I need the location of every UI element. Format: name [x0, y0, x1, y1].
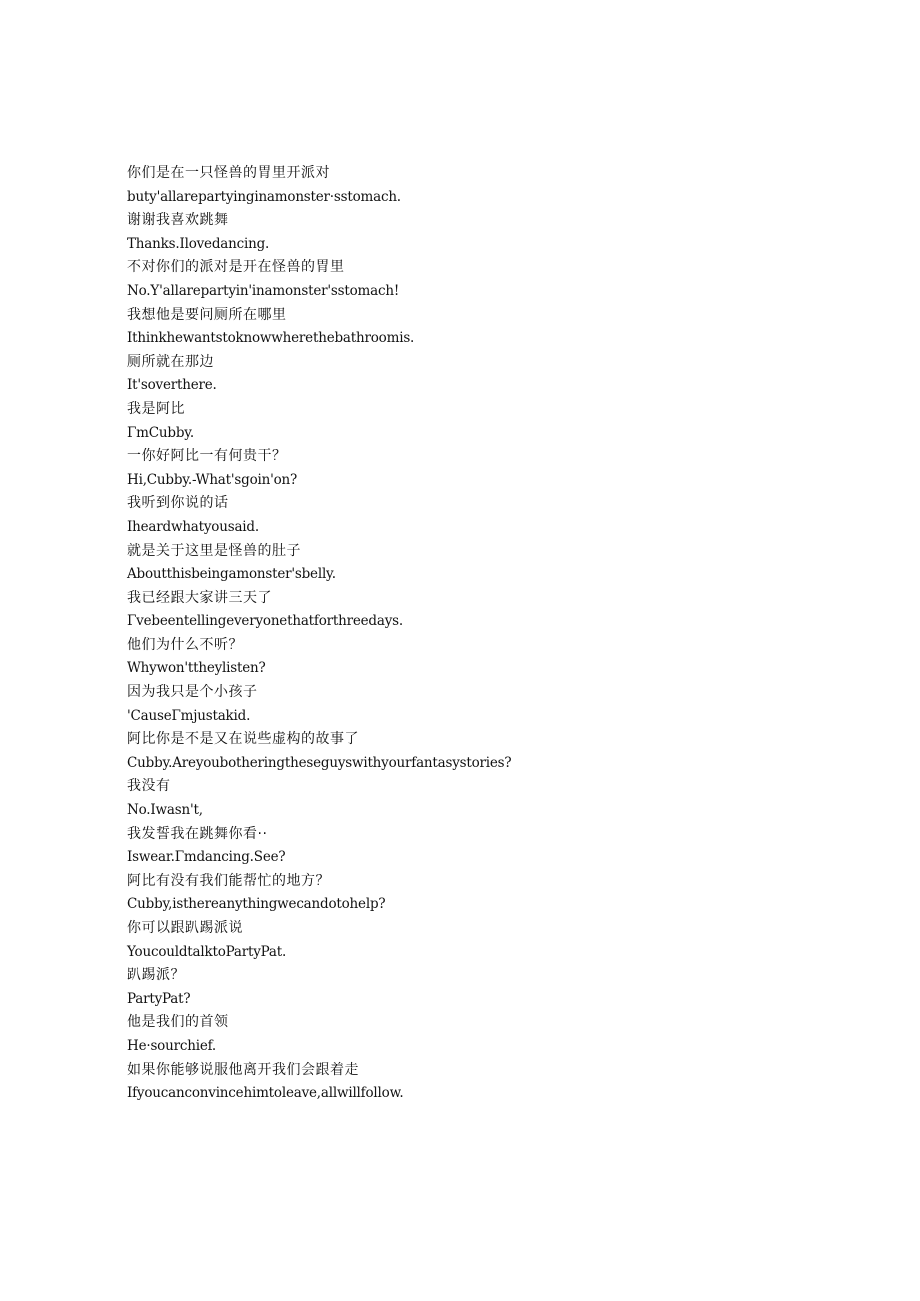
subtitle-line-chinese: 我想他是要问厕所在哪里 — [127, 306, 287, 323]
subtitle-line-chinese: 我没有 — [127, 778, 171, 795]
subtitle-line-chinese: 一你好阿比一有何贵干？ — [127, 448, 287, 465]
subtitle-line-chinese: 谢谢我喜欢跳舞 — [127, 212, 229, 229]
subtitle-line-english: buty'allarepartyinginamonster·sstomach. — [127, 188, 401, 205]
subtitle-line-chinese: 我听到你说的话 — [127, 495, 229, 512]
subtitle-line-chinese: 他们为什么不听？ — [127, 636, 243, 653]
subtitle-line-english: Ithinkhewantstoknowwherethebathroomis. — [127, 330, 415, 347]
subtitle-line-english: 'CauseΓmjustakid. — [127, 707, 251, 724]
document-page — [127, 162, 887, 1106]
subtitle-line-english: Hi,Cubby.-What'sgoin'on? — [127, 471, 298, 488]
subtitle-line-english: Ifyoucanconvincehimtoleave,allwillfollow. — [127, 1085, 404, 1102]
subtitle-line-english: Thanks.Ilovedancing. — [127, 235, 270, 252]
subtitle-line-chinese: 不对你们的派对是开在怪兽的胃里 — [127, 259, 345, 276]
subtitle-line-chinese: 我是阿比 — [127, 400, 185, 417]
subtitle-line-english: No.Iwasn't, — [127, 802, 203, 819]
subtitle-line-english: Cubby,isthereanythingwecandotohelp? — [127, 896, 386, 913]
subtitle-line-chinese: 你们是在一只怪兽的胃里开派对 — [127, 165, 330, 181]
subtitle-line-chinese: 我发誓我在跳舞你看·· — [127, 825, 268, 842]
subtitle-line-chinese: 他是我们的首领 — [127, 1014, 229, 1031]
subtitle-line-english: Iswear.Γmdancing.See? — [127, 849, 286, 866]
subtitle-line-chinese: 阿比有没有我们能帮忙的地方？ — [127, 872, 330, 889]
subtitle-line-english: Cubby.Areyoubotheringtheseguyswithyourfantasystories? — [127, 754, 512, 771]
subtitle-line-english: He·sourchief. — [127, 1037, 217, 1054]
subtitle-line-english: Aboutthisbeingamonster'sbelly. — [127, 566, 336, 583]
subtitle-line-chinese: 趴踢派？ — [127, 967, 185, 984]
subtitle-line-chinese: 因为我只是个小孩子 — [127, 684, 258, 701]
subtitle-line-english: No.Y'allarepartyin'inamonster'sstomach! — [127, 282, 400, 299]
subtitle-line-english: ΓmCubby. — [127, 424, 195, 441]
subtitle-line-chinese: 厕所就在那边 — [127, 353, 214, 370]
subtitle-line-english: Γvebeentellingeveryonethatforthreedays. — [127, 613, 403, 630]
subtitle-line-chinese: 你可以跟趴踢派说 — [127, 920, 243, 936]
subtitle-line-english: YoucouldtalktoPartyPat. — [127, 943, 287, 960]
subtitle-line-chinese: 阿比你是不是又在说些虚构的故事了 — [127, 731, 359, 748]
subtitle-line-english: PartyPat? — [127, 990, 191, 1007]
subtitle-line-chinese: 如果你能够说服他离开我们会跟着走 — [127, 1061, 359, 1078]
subtitle-line-chinese: 就是关于这里是怪兽的肚子 — [127, 542, 301, 559]
subtitle-line-english: It'soverthere. — [127, 377, 217, 394]
subtitle-line-english: Iheardwhatyousaid. — [127, 518, 259, 535]
subtitle-line-chinese: 我已经跟大家讲三天了 — [127, 589, 272, 606]
subtitle-line-english: Whywon'ttheylisten? — [127, 660, 266, 677]
